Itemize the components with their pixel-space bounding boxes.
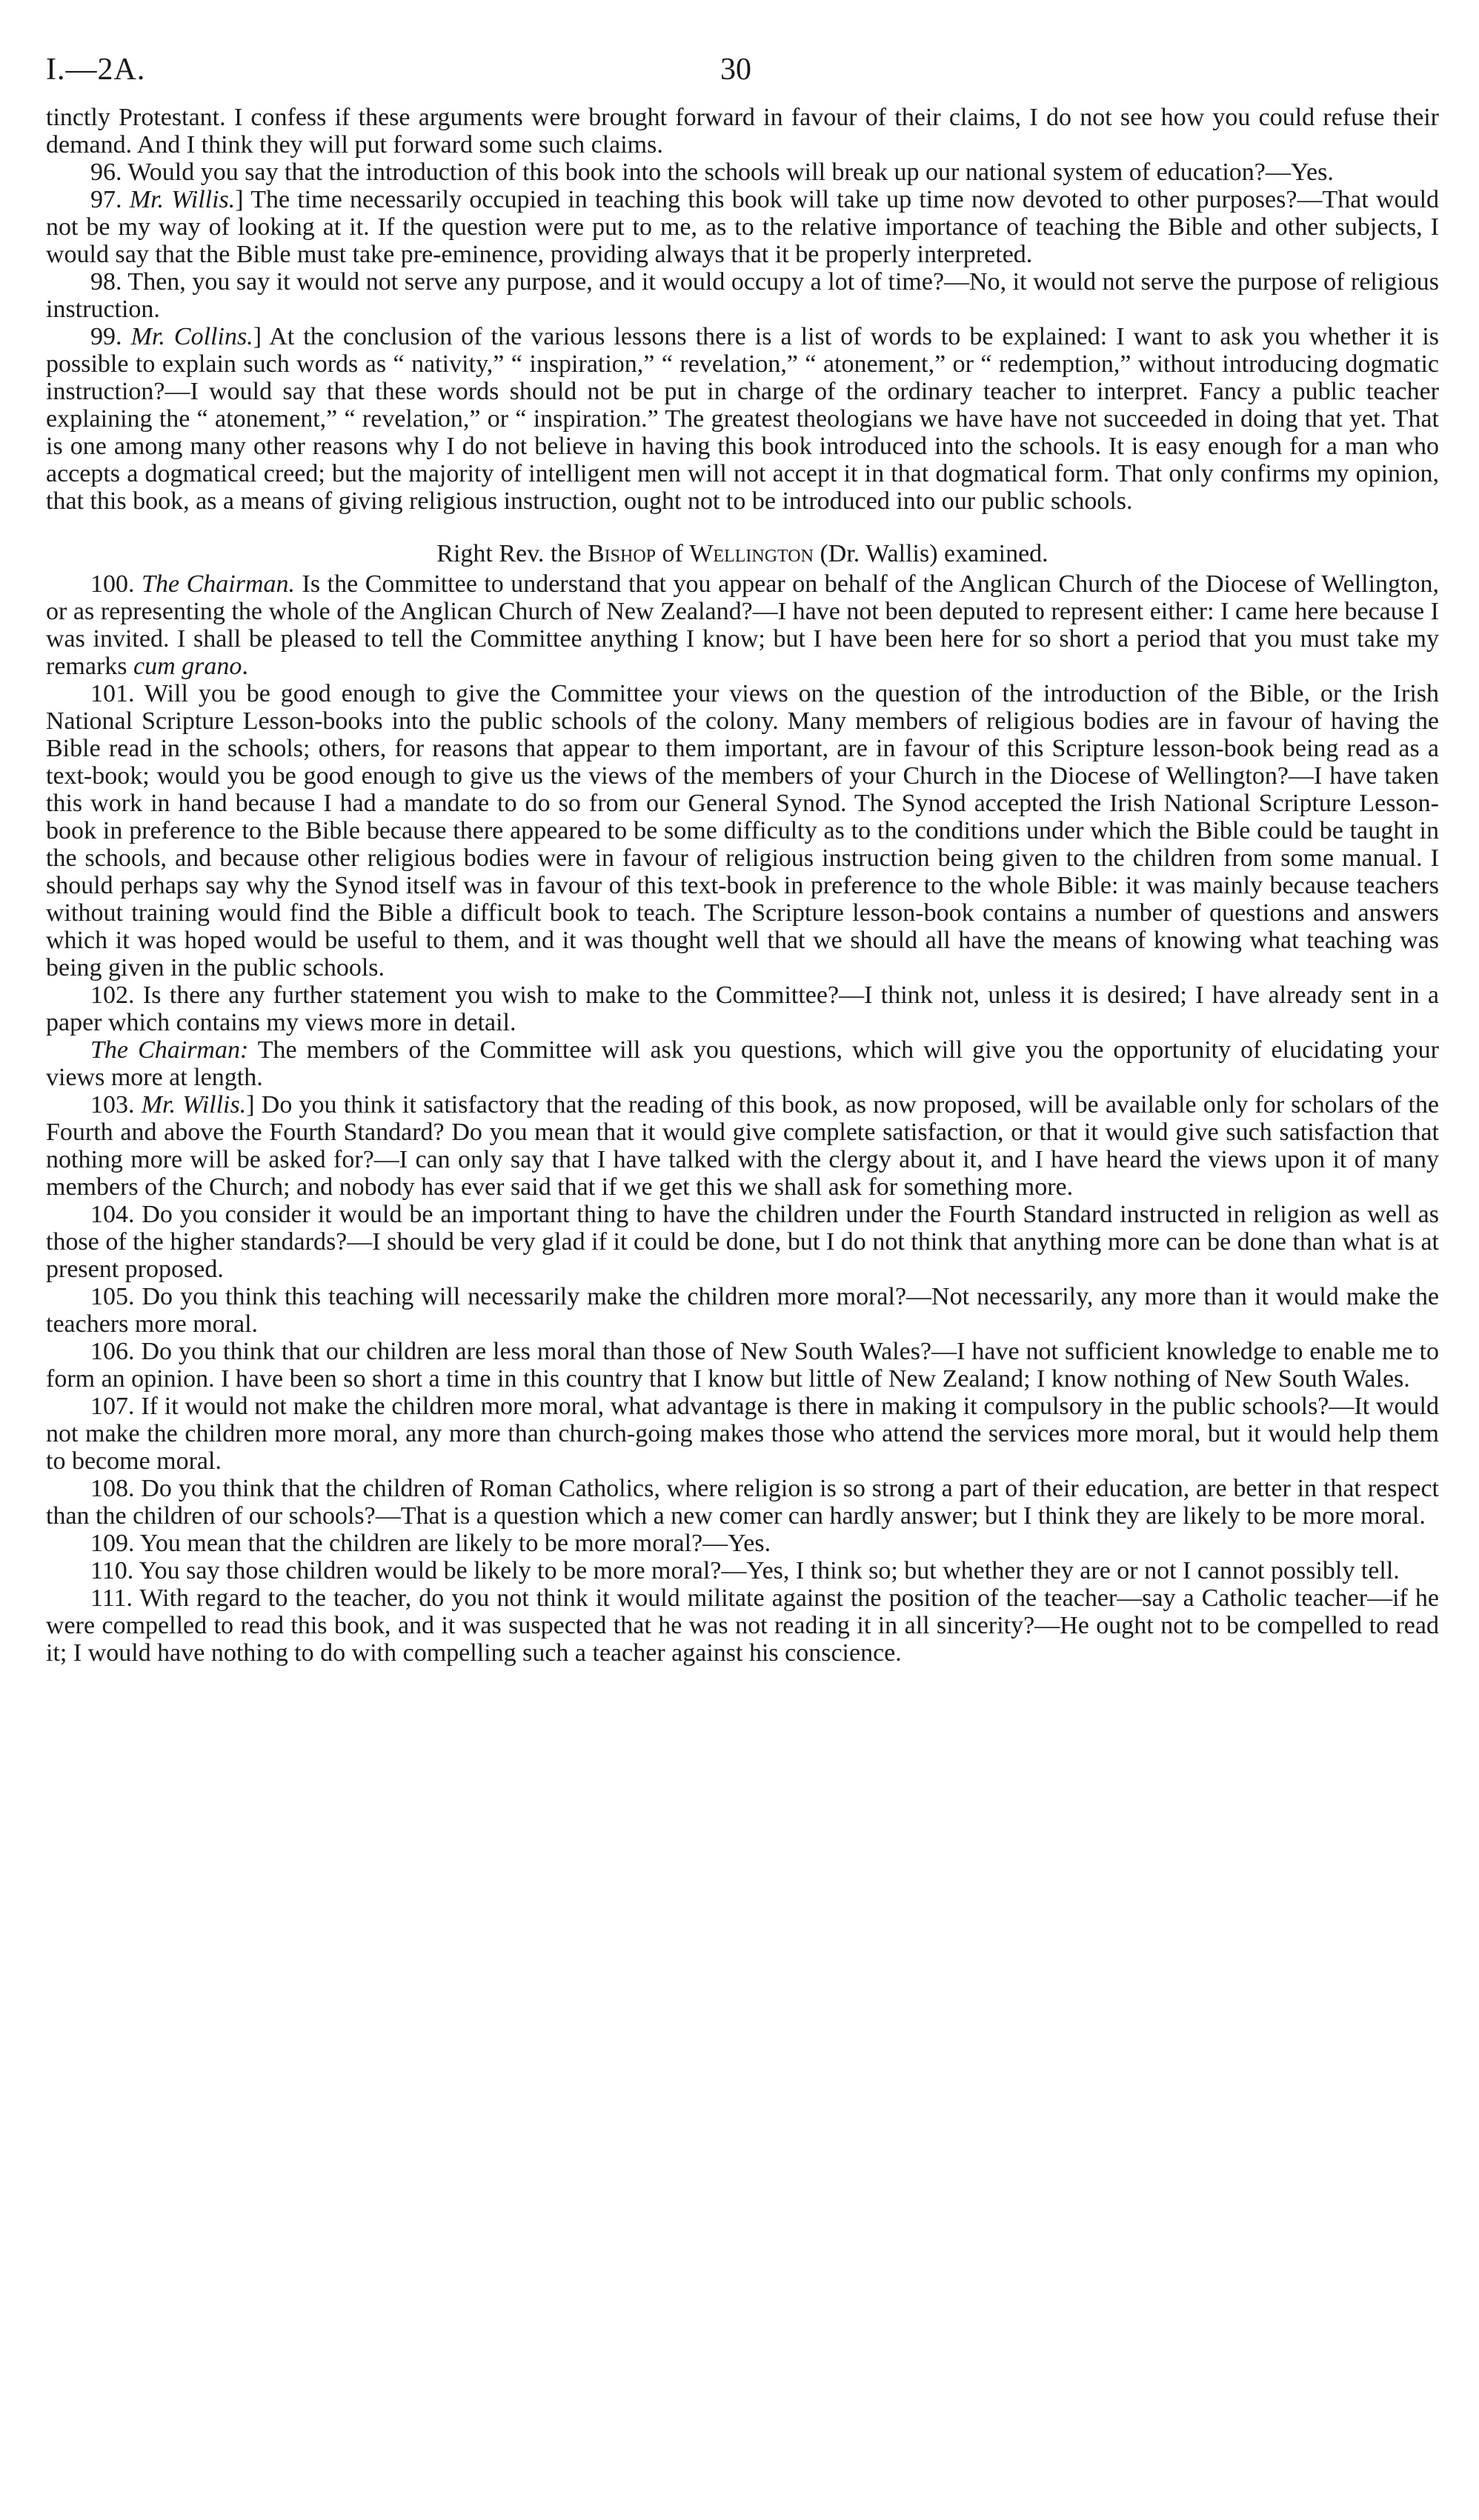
paragraphs-after (46, 570, 1439, 1667)
paragraph-q98 (46, 268, 1439, 323)
paragraph-q105 (46, 1283, 1439, 1338)
paragraph-text: 104. Do you consider it would be an important thing to have the children under the Fourth Standard instructed in religion as well as those of the higher standards?—I should be very glad if it could be done, but I do not think that anything more can be done than what is at present proposed. (46, 1201, 1439, 1283)
paragraph-q107 (46, 1393, 1439, 1475)
italic-phrase: cum grano (133, 653, 242, 680)
heading-title-wellington: Wellington (689, 540, 814, 567)
paragraph-q99 (46, 323, 1439, 515)
paragraph-text: 111. With regard to the teacher, do you not think it would militate against the position of the teacher—say a Catholic teacher—if he were compelled to read this book, and it was suspected that he was not reading it in all sincerity?—He ought not to be compelled to read it; I would have nothing to do with compelling such a teacher against his conscience. (46, 1584, 1439, 1667)
paragraph-q111 (46, 1584, 1439, 1667)
question-number: 100. (90, 570, 142, 598)
paragraph-q104 (46, 1201, 1439, 1283)
paragraph-text: Is the Committee to understand that you appear on behalf of the Anglican Church of the Diocese of Wellington, or as representing the whole of the Anglican Church of New Zealand?—I have not been deputed to represent either: I came here because I was invited. I shall be pleased to tell the Committee anything I know; but I have been here for so short a period that you must take my remarks (46, 570, 1440, 680)
heading-title-bishop: Bishop (587, 540, 656, 567)
speaker-name: Mr. Collins. (130, 323, 253, 350)
speaker-name: The Chairman: (90, 1036, 249, 1064)
document-reference: I.—2A. (46, 53, 146, 87)
paragraph-text: ] Do you think it satisfactory that the reading of this book, as now proposed, will be available only for scholars of the Fourth and above the Fourth Standard? Do you mean that it would give complete satisfaction, or that it would give such satisfaction that nothing more will be asked for?—I can only say that I have talked with the clergy about it, and I have heard the views upon it of many members of the Church; and nobody has ever said that if we get this we shall ask for something more. (46, 1091, 1440, 1201)
paragraph-text: 102. Is there any further statement you wish to make to the Committee?—I think not, unless it is desired; I have already sent in a paper which contains my views more in detail. (46, 981, 1439, 1036)
question-number: 103. (90, 1091, 142, 1119)
question-number: 99. (90, 323, 131, 350)
heading-suffix: (Dr. Wallis) examined. (813, 540, 1048, 567)
paragraph-q110 (46, 1557, 1439, 1584)
paragraph-q97 (46, 186, 1439, 268)
paragraph-text: ] The time necessarily occupied in teaching this book will take up time now devoted to other purposes?—That would not be my way of looking at it. If the question were put to me, as to the relative importance of teaching the Bible and other subjects, I would say that the Bible must take pre-eminence, providing always that it be properly interpreted. (46, 186, 1440, 268)
paragraph-text: 107. If it would not make the children more moral, what advantage is there in making it compulsory in the public schools?—It would not make the children more moral, any more than church-going makes those who attend the services more moral, but it would help them to become moral. (46, 1393, 1439, 1475)
paragraph-q96 (46, 159, 1439, 186)
paragraph-q103 (46, 1091, 1439, 1201)
paragraph-text: 108. Do you think that the children of Roman Catholics, where religion is so strong a part of their education, are better in that respect than the children of our schools?—That is a question which a new comer can hardly answer; but I think they are likely to be more moral. (46, 1475, 1439, 1530)
paragraph-q102 (46, 981, 1439, 1036)
speaker-name: Mr. Willis. (129, 186, 236, 213)
paragraph-text: tinctly Protestant. I confess if these arguments were brought forward in favour of their claims, I do not see how you could refuse their demand. And I think they will put forward some such claims. (46, 104, 1439, 159)
section-heading (46, 540, 1439, 567)
paragraphs-before (46, 104, 1439, 515)
page-number: 30 (720, 53, 751, 87)
paragraph-text: 109. You mean that the children are likely to be more moral?—Yes. (90, 1530, 771, 1557)
paragraph-text: The members of the Committee will ask you questions, which will give you the opportunity of elucidating your views more at length. (46, 1036, 1440, 1091)
speaker-name: The Chairman. (142, 570, 295, 598)
paragraph-q101 (46, 680, 1439, 981)
paragraph-p0 (46, 104, 1439, 159)
paragraph-text: ] At the conclusion of the various lessons there is a list of words to be explained: I want to ask you whether it is possible to explain such words as “ nativity,” “ inspiration,” “ revelation,” “ atonement,” or “ redemption,” without introducing dogmatic instruction?—I would say that these words should not be put in charge of the ordinary teacher to interpret. Fancy a public teacher explaining the “ atonement,” “ revelation,” or “ inspiration.” The greatest theologians we have have not succeeded in doing that yet. That is one among many other reasons why I do not believe in having this book introduced into the schools. It is easy enough for a man who accepts a dogmatical creed; but the majority of intelligent men will not accept it in that dogmatical form. That only confirms my opinion, that this book, as a means of giving religious instruction, ought not to be introduced into our public schools. (46, 323, 1439, 515)
heading-middle: of (656, 540, 690, 567)
paragraph-text: 110. You say those children would be likely to be more moral?—Yes, I think so; but whether they are or not I cannot possibly tell. (90, 1557, 1400, 1584)
paragraph-text: 96. Would you say that the introduction of this book into the schools will break up our national system of education?—Yes. (90, 159, 1334, 186)
paragraph-text: 105. Do you think this teaching will necessarily make the children more moral?—Not necessarily, any more than it would make the teachers more moral. (46, 1283, 1439, 1338)
page-header (46, 52, 1439, 104)
paragraph-tail: . (242, 653, 248, 680)
speaker-name: Mr. Willis. (141, 1091, 247, 1119)
paragraph-q108 (46, 1475, 1439, 1530)
paragraph-q109 (46, 1530, 1439, 1557)
paragraph-text: 106. Do you think that our children are less moral than those of New South Wales?—I have not sufficient knowledge to enable me to form an opinion. I have been so short a time in this country that I know but little of New Zealand; I know nothing of New South Wales. (46, 1338, 1439, 1393)
heading-prefix: Right Rev. the (436, 540, 588, 567)
paragraph-text: 98. Then, you say it would not serve any purpose, and it would occupy a lot of time?—No, it would not serve the purpose of religious instruction. (46, 268, 1439, 323)
paragraph-q106 (46, 1338, 1439, 1393)
paragraph-text: 101. Will you be good enough to give the Committee your views on the question of the introduction of the Bible, or the Irish National Scripture Lesson-books into the public schools of the colony. Many members of religious bodies are in favour of having the Bible read in the schools; others, for reasons that appear to them important, are in favour of this Scripture lesson-book being read as a text-book; would you be good enough to give us the views of the members of your Church in the Diocese of Wellington?—I have taken this work in hand because I had a mandate to do so from our General Synod. The Synod accepted the Irish National Scripture Lesson-book in preference to the Bible because there appeared to be some difficulty as to the conditions under which the Bible could be taught in the schools, and because other religious bodies were in favour of religious instruction being given to the children from some manual. I should perhaps say why the Synod itself was in favour of this text-book in preference to the whole Bible: it was mainly because teachers without training would find the Bible a difficult book to teach. The Scripture lesson-book contains a number of questions and answers which it was hoped would be useful to them, and it was thought well that we should all have the means of knowing what teaching was being given in the public schools. (46, 680, 1439, 981)
question-number: 97. (90, 186, 130, 213)
document-page (46, 52, 1439, 1667)
paragraph-q100 (46, 570, 1439, 680)
body-text (46, 104, 1439, 1667)
paragraph-chair (46, 1036, 1439, 1091)
